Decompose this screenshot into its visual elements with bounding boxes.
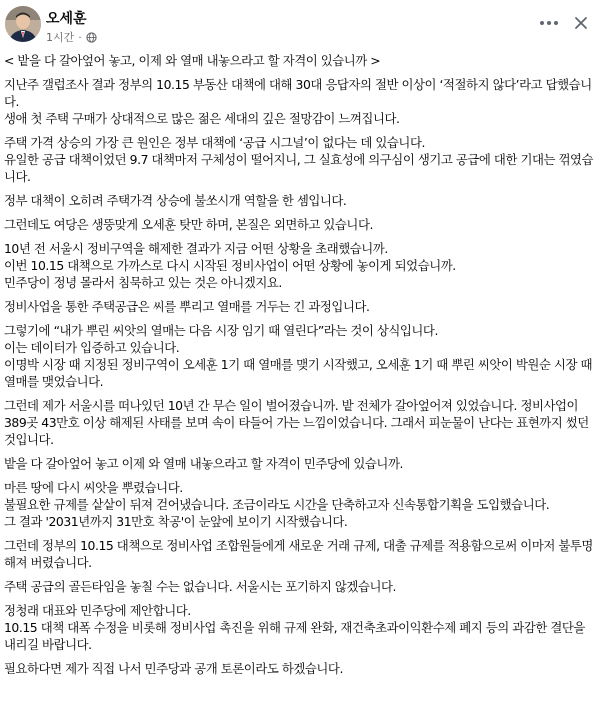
paragraph-gap — [4, 69, 598, 76]
post-text-line: 10.15 대책 대폭 수정을 비롯해 정비사업 촉진을 위해 규제 완화, 재건축초과이익환수제 폐지 등의 과감한 결단을 내리길 바랍니다. — [4, 620, 585, 652]
paragraph-gap — [4, 127, 598, 134]
close-icon[interactable] — [570, 12, 592, 34]
post-text-line: 민주당이 정녕 몰라서 침묵하고 있는 것은 아니겠지요. — [4, 275, 282, 290]
post-text-line: 정부 대책이 오히려 주택가격 상승에 불쏘시개 역할을 한 셈입니다. — [4, 193, 347, 208]
paragraph-gap — [4, 390, 598, 397]
post-text-line: < 밭을 다 갈아엎어 놓고, 이제 와 열매 내놓으라고 할 자격이 있습니까 > — [4, 53, 381, 68]
post-text-line: 지난주 갤럽조사 결과 정부의 10.15 부동산 대책에 대해 30대 응답자의 절반 이상이 ‘적절하지 않다’라고 답했습니다. — [4, 77, 592, 109]
post-text-line: 이는 데이터가 입증하고 있습니다. — [4, 340, 180, 355]
post-text-line: 그런데 제가 서울시를 떠나있던 10년 간 무슨 일이 벌어졌습니까. 밭 전체가 갈아엎어져 있었습니다. 정비사업이 389곳 43만호 이상 해제된 사태를 보며 속이 타들어 가는 느낌이었습니다. 그래서 피눈물이 난다는 표현까지 썼던 것입니다. — [4, 398, 589, 447]
post-text-line: 정비사업을 통한 주택공급은 씨를 뿌리고 열매를 거두는 긴 과정입니다. — [4, 299, 370, 314]
post-time[interactable]: 1시간 — [46, 31, 75, 44]
post-text-line: 유일한 공급 대책이었던 9.7 대책마저 구체성이 떨어지니, 그 실효성에 의구심이 생기고 공급에 대한 기대는 꺾였습니다. — [4, 152, 594, 184]
paragraph-gap — [4, 209, 598, 216]
author-avatar[interactable] — [5, 6, 41, 42]
post-body — [4, 52, 598, 677]
post-meta — [46, 29, 97, 45]
paragraph-gap — [4, 653, 598, 660]
post-text-line: 주택 공급의 골든타임을 놓칠 수는 없습니다. 서울시는 포기하지 않겠습니다. — [4, 579, 396, 594]
post-text-line: 그런데도 여당은 생뚱맞게 오세훈 탓만 하며, 본질은 외면하고 있습니다. — [4, 217, 373, 232]
post-text-line: 마른 땅에 다시 씨앗을 뿌렸습니다. — [4, 480, 183, 495]
post-text-line: 생애 첫 주택 구매가 상대적으로 많은 젊은 세대의 깊은 절망감이 느껴집니다. — [4, 111, 400, 126]
post-header — [0, 0, 602, 50]
paragraph-gap — [4, 571, 598, 578]
post-text-line: 10년 전 서울시 정비구역을 해제한 결과가 지금 어떤 상황을 초래했습니까. — [4, 241, 388, 256]
post-text-line: 밭을 다 갈아엎어 놓고 이제 와 열매 내놓으라고 할 자격이 민주당에 있습니까. — [4, 456, 403, 471]
paragraph-gap — [4, 185, 598, 192]
paragraph-gap — [4, 595, 598, 602]
post-text-line: 정청래 대표와 민주당에 제안합니다. — [4, 603, 191, 618]
post-text-line: 이명박 시장 때 지정된 정비구역이 오세훈 1기 때 열매를 맺기 시작했고, 오세훈 1기 때 뿌린 씨앗이 박원순 시장 때 열매를 맺었습니다. — [4, 357, 593, 389]
avatar-image — [5, 6, 41, 42]
post-text-line: 주택 가격 상승의 가장 큰 원인은 정부 대책에 ‘공급 시그널’이 없다는 데 있습니다. — [4, 135, 425, 150]
paragraph-gap — [4, 472, 598, 479]
meta-separator: · — [78, 30, 82, 44]
post-text-line: 그렇기에 “내가 뿌린 씨앗의 열매는 다음 시장 임기 때 열린다”라는 것이 상식입니다. — [4, 323, 438, 338]
post-text-line: 그 결과 '2031년까지 31만호 착공'이 눈앞에 보이기 시작했습니다. — [4, 514, 348, 529]
paragraph-gap — [4, 448, 598, 455]
paragraph-gap — [4, 530, 598, 537]
more-options-icon[interactable] — [538, 14, 560, 32]
author-name[interactable]: 오세훈 — [46, 11, 87, 27]
globe-icon[interactable] — [86, 32, 97, 43]
post-text-line: 불필요한 규제를 샅샅이 뒤져 걷어냈습니다. 조금이라도 시간을 단축하고자 신속통합기획을 도입했습니다. — [4, 497, 550, 512]
post-text-line: 그런데 정부의 10.15 대책으로 정비사업 조합원들에게 새로운 거래 규제, 대출 규제를 적용함으로써 이마저 불투명해져 버렸습니다. — [4, 538, 593, 570]
paragraph-gap — [4, 233, 598, 240]
post-text-line: 필요하다면 제가 직접 나서 민주당과 공개 토론이라도 하겠습니다. — [4, 661, 343, 676]
post-text-line: 이번 10.15 대책으로 가까스로 다시 시작된 정비사업이 어떤 상황에 놓이게 되었습니까. — [4, 258, 456, 273]
paragraph-gap — [4, 291, 598, 298]
paragraph-gap — [4, 315, 598, 322]
